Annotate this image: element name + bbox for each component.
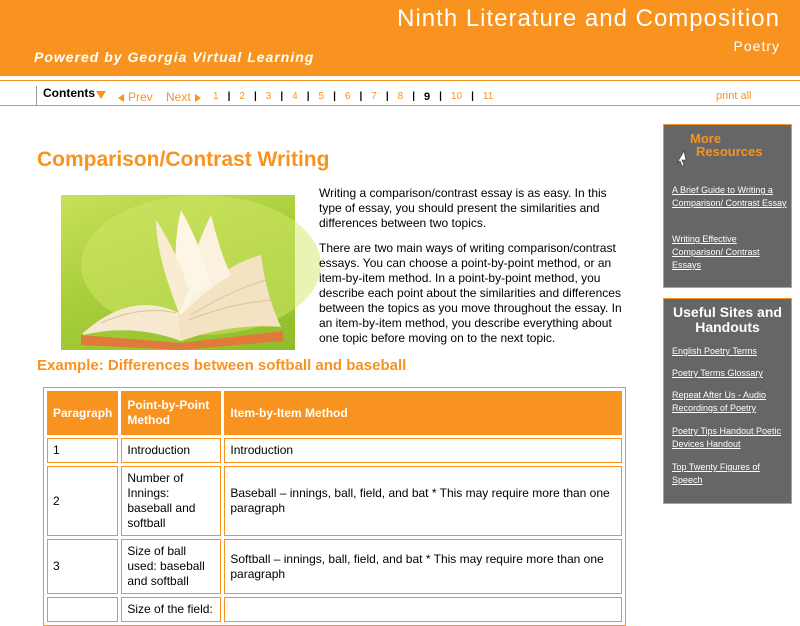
column-header: Paragraph — [47, 391, 118, 435]
page-separator: | — [280, 91, 284, 102]
table-cell: Introduction — [121, 438, 221, 463]
more-resources-heading — [690, 132, 762, 158]
table-cell — [224, 597, 622, 622]
page-separator: | — [471, 91, 474, 102]
next-label: Next — [166, 90, 191, 104]
page-separator: | — [359, 91, 363, 102]
table-cell: 1 — [47, 438, 118, 463]
table-cell: Softball – innings, ball, field, and bat * This may require more than one paragraph — [224, 539, 622, 594]
table-row — [47, 466, 622, 536]
useful-link-poetry-tips-handout[interactable]: Poetry Tips Handout Poetic Devices Handout — [672, 426, 782, 449]
table-cell: Baseball – innings, ball, field, and bat * This may require more than one paragraph — [224, 466, 622, 536]
useful-sites-heading: Useful Sites and Handouts — [673, 304, 782, 335]
page-separator: | — [227, 91, 231, 102]
page-separator: | — [306, 91, 310, 102]
arrow-left-icon — [118, 94, 124, 102]
column-header: Point-by-Point Method — [121, 391, 221, 435]
resource-link-brief-guide[interactable]: A Brief Guide to Writing a Comparison/ Contrast Essay — [672, 185, 787, 208]
print-all-link[interactable]: print all — [716, 90, 752, 102]
page-link-11[interactable]: 11 — [482, 91, 494, 102]
methods-paragraph: There are two main ways of writing comparison/contrast essays. You can choose a point-by-point method, or an item-by-item method. In a point-by-point method, you describe each point about the similarities and differences between the topics as you move throughout the essay. In an item-by-item method, you describe everything about one topic before moving on to the next topic. — [319, 241, 622, 345]
page-link-4[interactable]: 4 — [292, 91, 298, 102]
page-link-3[interactable]: 3 — [265, 91, 272, 102]
arrow-right-icon — [195, 94, 201, 102]
page-title: Comparison/Contrast Writing — [37, 148, 330, 171]
contents-menu[interactable]: Contents — [36, 86, 95, 106]
table-cell: Size of the field: — [121, 597, 221, 622]
powered-by-label: Powered by Georgia Virtual Learning — [34, 49, 315, 65]
next-link[interactable] — [166, 90, 201, 104]
current-page-9: 9 — [424, 91, 431, 103]
table-row — [47, 539, 622, 594]
chevron-down-icon[interactable] — [96, 91, 106, 99]
page-separator: | — [412, 91, 415, 102]
page-separator: | — [253, 91, 257, 102]
table-row — [47, 438, 622, 463]
more-resources-line2: Resources — [696, 144, 763, 159]
prev-link[interactable] — [118, 90, 153, 104]
useful-link-poetry-terms-glossary[interactable]: Poetry Terms Glossary — [672, 368, 763, 378]
unit-subtitle: Poetry — [733, 38, 780, 54]
page-number-list — [213, 91, 493, 103]
table-cell: 2 — [47, 466, 118, 536]
page-separator: | — [439, 91, 442, 102]
open-book-icon — [61, 195, 295, 350]
table-cell: Introduction — [224, 438, 622, 463]
example-heading: Example: Differences between softball and baseball — [37, 357, 407, 374]
page-link-7[interactable]: 7 — [371, 91, 377, 102]
resource-link-writing-effective[interactable]: Writing Effective Comparison/ Contrast Essays — [672, 234, 760, 270]
useful-link-repeat-after-us[interactable]: Repeat After Us - Audio Recordings of Poetry — [672, 390, 767, 413]
page-separator: | — [385, 91, 389, 102]
prev-label: Prev — [128, 90, 153, 104]
open-book-image — [61, 195, 295, 350]
page-link-6[interactable]: 6 — [344, 91, 351, 102]
table-cell — [47, 597, 118, 622]
intro-paragraph: Writing a comparison/contrast essay is as easy. In this type of essay, you should present the similarities and differences between two topics. — [319, 186, 607, 230]
table-cell: Size of ball used: baseball and softball — [121, 539, 221, 594]
site-header — [0, 0, 800, 76]
table-row — [47, 597, 622, 622]
page-link-5[interactable]: 5 — [318, 91, 325, 102]
useful-link-top-twenty-figures[interactable]: Top Twenty Figures of Speech — [672, 462, 760, 485]
table-cell: Number of Innings: baseball and softball — [121, 466, 221, 536]
comparison-table — [43, 387, 626, 626]
table-header-row — [47, 391, 622, 435]
nav-divider — [0, 80, 800, 81]
page-link-8[interactable]: 8 — [397, 91, 404, 102]
useful-link-english-poetry-terms[interactable]: English Poetry Terms — [672, 346, 757, 356]
page-link-10[interactable]: 10 — [450, 91, 463, 102]
page-link-1[interactable]: 1 — [213, 91, 219, 102]
page-separator: | — [333, 91, 336, 102]
table-cell: 3 — [47, 539, 118, 594]
cursor-arrow-icon — [674, 149, 688, 167]
column-header: Item-by-Item Method — [224, 391, 622, 435]
course-title: Ninth Literature and Composition — [397, 5, 780, 32]
more-resources-line1: More — [690, 131, 722, 146]
page-link-2[interactable]: 2 — [239, 91, 245, 102]
